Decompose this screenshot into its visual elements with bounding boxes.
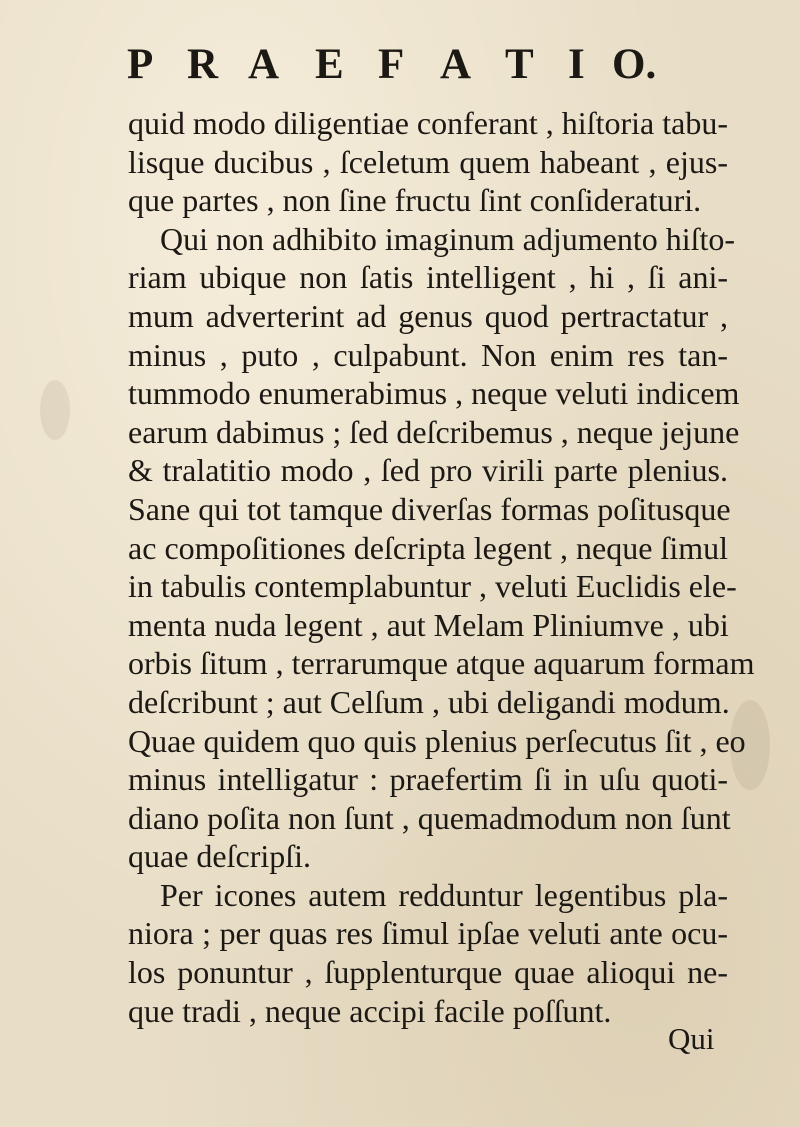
text-line: menta nuda legent , aut Melam Pliniumve , ubi	[128, 606, 729, 643]
text-line: minus intelligatur : praefertim ſi in uſu quoti-	[128, 761, 728, 798]
text-line: & tralatitio modo , ſed pro virili parte plenius.	[128, 452, 728, 489]
text-line: Per icones autem redduntur legentibus pla-	[160, 876, 728, 913]
text-line: mum adverterint ad genus quod pertractatur ,	[128, 297, 728, 334]
text-line: deſcribunt ; aut Celſum , ubi deligandi modum.	[128, 683, 730, 720]
text-line: Sane qui tot tamque diverſas formas poſitusque	[128, 490, 731, 527]
running-head-letter: F	[378, 41, 405, 88]
text-line: Quae quidem quo quis plenius perſecutus ſit , eo	[128, 722, 746, 759]
text-line: in tabulis contemplabuntur , veluti Euclidis ele-	[128, 568, 737, 605]
text-line: que tradi , neque accipi facile poſſunt.	[128, 992, 612, 1029]
text-line: earum dabimus ; ſed deſcribemus , neque jejune	[128, 413, 740, 450]
text-line: lisque ducibus , ſceletum quem habeant , ejus-	[128, 143, 728, 180]
running-head-letter: T	[505, 41, 534, 88]
text-line: que partes , non ſine fructu ſint conſideraturi.	[128, 182, 702, 219]
text-line: Qui non adhibito imaginum adjumento hiſto-	[160, 220, 736, 257]
text-line: quae deſcripſi.	[128, 838, 312, 875]
text-line: riam ubique non ſatis intelligent , hi , ſi ani-	[128, 259, 728, 296]
running-head-letter: E	[315, 41, 344, 88]
text-line: ac compoſitiones deſcripta legent , neque ſimul	[128, 529, 728, 566]
running-head-letter: P	[127, 41, 154, 88]
text-line: minus , puto , culpabunt. Non enim res tan-	[128, 336, 728, 373]
running-head-letter: R	[187, 41, 219, 88]
catchword: Qui	[668, 1021, 715, 1056]
text-line: tummodo enumerabimus , neque veluti indicem	[128, 375, 740, 412]
running-head-letter: I	[568, 41, 585, 88]
running-head-letter: A	[440, 41, 472, 88]
running-head	[0, 40, 800, 90]
text-line: orbis ſitum , terrarumque atque aquarum formam	[128, 645, 755, 682]
running-head-letter: O.	[612, 41, 657, 88]
running-head-letter: A	[248, 41, 280, 88]
text-line: niora ; per quas res ſimul ipſae veluti ante ocu-	[128, 915, 728, 952]
paper-stain	[40, 380, 70, 440]
text-line: diano poſita non ſunt , quemadmodum non ſunt	[128, 799, 731, 836]
body-text	[128, 104, 755, 1030]
text-line: los ponuntur , ſupplenturque quae alioqui ne-	[128, 954, 728, 991]
text-line: quid modo diligentiae conferant , hiſtoria tabu-	[128, 105, 728, 141]
